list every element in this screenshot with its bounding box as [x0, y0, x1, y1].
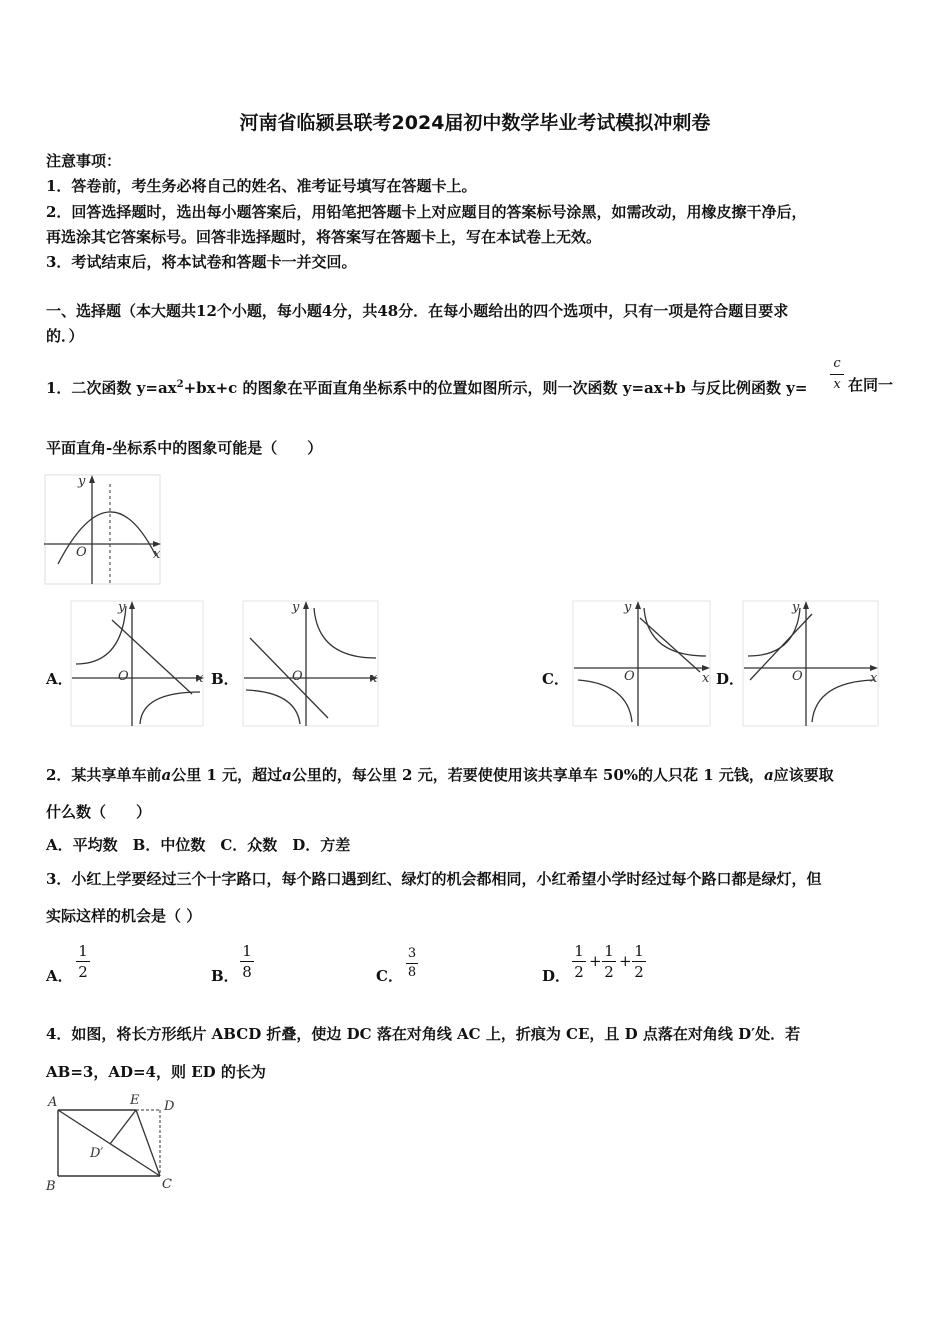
q1-b-axis-x: x — [370, 671, 378, 686]
q2-var-a-3: a — [763, 766, 774, 784]
q4-point-d: D — [164, 1099, 175, 1114]
q1-stem-part1: 1．二次函数 y=ax — [46, 379, 177, 397]
q3-d1-num: 1 — [574, 942, 584, 960]
q4-point-b: B — [46, 1179, 56, 1194]
q1-option-a-graph[interactable] — [70, 600, 205, 728]
notice-heading: 注意事项： — [46, 152, 122, 170]
q3-d3-den: 2 — [634, 963, 644, 981]
q3-b-den: 8 — [242, 963, 252, 981]
q3-option-a-fraction[interactable] — [76, 942, 90, 981]
notice-item-2-cont: 再选涂其它答案标号。回答非选择题时，将答案写在答题卡上，写在本试卷上无效。 — [46, 228, 602, 246]
q1-a-axis-y: y — [118, 600, 126, 615]
q1-c-axis-y: y — [624, 600, 632, 615]
q2-stem — [46, 765, 834, 785]
q1-axis-origin: O — [76, 545, 87, 560]
q3-stem-line2: 实际这样的机会是（ ） — [46, 907, 202, 925]
q1-frac-num: c — [833, 356, 841, 371]
q3-d3-num: 1 — [634, 942, 644, 960]
q3-d1-den: 2 — [574, 963, 584, 981]
q1-option-c-label[interactable]: C． — [542, 670, 569, 688]
q3-d2-num: 1 — [604, 942, 614, 960]
q1-stem-line2: 平面直角-坐标系中的图象可能是（ ） — [46, 439, 323, 457]
q3-d-frac-3 — [632, 942, 646, 981]
q4-stem-line2: AB=3，AD=4，则 ED 的长为 — [46, 1063, 266, 1081]
q3-b-bar — [240, 961, 254, 962]
exam-title: 河南省临颍县联考2024届初中数学毕业考试模拟冲刺卷 — [239, 112, 711, 134]
q3-d2-den: 2 — [604, 963, 614, 981]
q1-b-axis-origin: O — [292, 669, 303, 684]
section-heading-cont: 的．） — [46, 327, 84, 345]
q1-frac-bar — [830, 374, 844, 375]
q1-option-b-label[interactable]: B． — [211, 670, 239, 688]
section-heading: 一、选择题（本大题共12个小题，每小题4分，共48分．在每小题给出的四个选项中，只有一项是符合题目要求 — [46, 302, 789, 320]
q1-d-axis-origin: O — [792, 669, 803, 684]
q1-fraction-c-over-x — [830, 355, 844, 394]
q1-option-c-graph[interactable] — [572, 600, 712, 728]
q1-option-b-graph[interactable] — [242, 600, 380, 728]
q3-d-plus-1: + — [589, 952, 602, 970]
q3-d-plus-2: + — [619, 952, 632, 970]
q3-option-b-label[interactable]: B． — [211, 967, 239, 985]
notice-item-3: 3．考试结束后，将本试卷和答题卡一并交回。 — [46, 253, 357, 271]
q1-axis-x: x — [153, 547, 161, 562]
q3-c-bar — [406, 963, 418, 964]
q2-var-a-1: a — [161, 766, 172, 784]
q1-c-axis-origin: O — [624, 669, 635, 684]
q3-d1-bar — [572, 961, 586, 962]
q1-b-axis-y: y — [292, 600, 300, 615]
q3-d2-bar — [602, 961, 616, 962]
q3-c-num: 3 — [407, 946, 417, 961]
q1-a-axis-x: x — [196, 671, 204, 686]
q2-stem-b: 公里 1 元，超过 — [171, 766, 283, 784]
q2-var-a-2: a — [282, 766, 292, 784]
q2-options[interactable]: A．平均数 B．中位数 C．众数 D．方差 — [46, 836, 351, 854]
q3-option-c-label[interactable]: C． — [376, 967, 403, 985]
q3-option-b-fraction[interactable] — [240, 942, 254, 981]
q3-d-frac-1 — [572, 942, 586, 981]
q3-option-d-label[interactable]: D． — [542, 967, 571, 985]
notice-item-2: 2．回答选择题时，选出每小题答案后，用铅笔把答题卡上对应题目的答案标号涂黑，如需改动，用橡皮擦干净后， — [46, 203, 807, 221]
notice-item-1: 1．答卷前，考生务必将自己的姓名、准考证号填写在答题卡上。 — [46, 177, 477, 195]
q1-stem-part2: +bx+c 的图象在平面直角坐标系中的位置如图所示，则一次函数 y=ax+b 与反比例函数 y= — [183, 379, 808, 397]
q1-stem-part3: 在同一 — [848, 376, 894, 394]
q4-point-a: A — [48, 1095, 58, 1110]
q2-stem-line2: 什么数（ ） — [46, 803, 152, 821]
q1-c-axis-x: x — [702, 671, 710, 686]
q1-parabola-figure — [44, 474, 162, 586]
q2-stem-a: 2．某共享单车前 — [46, 766, 162, 784]
q4-rectangle-figure — [44, 1092, 184, 1196]
q4-point-e: E — [130, 1093, 140, 1108]
q3-stem: 3．小红上学要经过三个十字路口，每个路口遇到红、绿灯的机会都相同，小红希望小学时经过每个路口都是绿灯，但 — [46, 870, 822, 888]
q2-stem-d: 应该要取 — [773, 766, 834, 784]
q1-option-d-label[interactable]: D． — [716, 670, 745, 688]
q1-stem — [46, 375, 807, 398]
q1-stem-sup: 2 — [176, 379, 184, 390]
q1-d-axis-x: x — [870, 671, 878, 686]
q2-stem-c: 公里的，每公里 2 元，若要使使用该共享单车 50%的人只花 1 元钱， — [291, 766, 764, 784]
q1-frac-den: x — [833, 377, 841, 392]
q3-c-den: 8 — [407, 965, 417, 980]
q3-d3-bar — [632, 961, 646, 962]
q4-stem: 4．如图，将长方形纸片 ABCD 折叠，使边 DC 落在对角线 AC 上，折痕为 CE，且 D 点落在对角线 D′处．若 — [46, 1025, 801, 1043]
q3-b-num: 1 — [242, 942, 252, 960]
q3-option-a-label[interactable]: A． — [46, 967, 73, 985]
q3-option-c-fraction[interactable] — [406, 946, 418, 981]
q3-d-frac-2 — [602, 942, 616, 981]
q1-option-a-label[interactable]: A． — [46, 670, 73, 688]
q3-a-num: 1 — [78, 942, 88, 960]
q1-axis-y: y — [78, 474, 86, 489]
q1-d-axis-y: y — [792, 600, 800, 615]
q4-point-d-prime: D′ — [90, 1146, 104, 1161]
q3-a-den: 2 — [78, 963, 88, 981]
q3-a-bar — [76, 961, 90, 962]
q1-option-d-graph[interactable] — [742, 600, 880, 728]
q4-point-c: C — [162, 1177, 172, 1192]
q3-option-d-expression[interactable] — [572, 942, 652, 984]
q1-a-axis-origin: O — [118, 669, 129, 684]
